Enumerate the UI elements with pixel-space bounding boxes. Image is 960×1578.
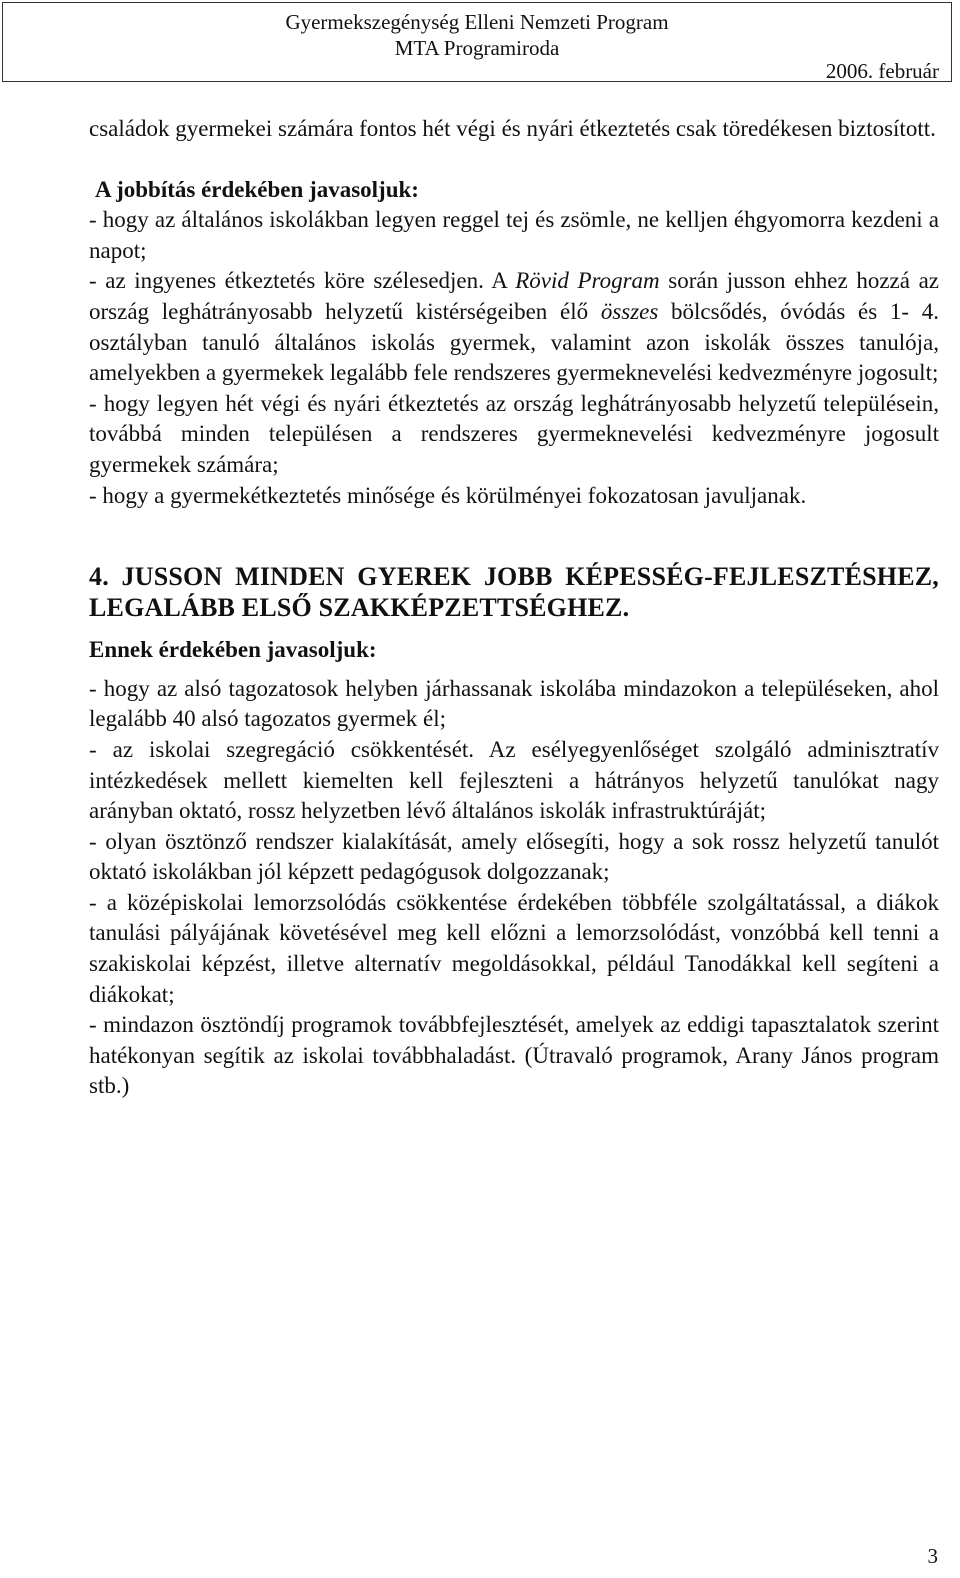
header-program-name: Gyermekszegénység Elleni Nemzeti Program: [285, 10, 669, 34]
proposal-heading-2: Ennek érdekében javasoljuk:: [89, 637, 377, 663]
header-office-name: MTA Programiroda: [394, 36, 560, 60]
proposal-item-2: [89, 266, 939, 388]
proposal-item-9: - mindazon ösztöndíj programok továbbfejlesztését, amelyek az eddigi tapasztalatok szerint hatékonyan segítik az iskolai továbbhaladást. (Útravaló programok, Arany János program stb.): [89, 1012, 939, 1099]
proposal-item-5: - hogy az alsó tagozatosok helyben járhassanak iskolába mindazokon a településeken, ahol legalább 40 alsó tagozatos gyermek él;: [89, 675, 939, 732]
item-2-part-e: bölcsődés, óvódás és 1- 4. osztályban tanuló általános iskolás gyermek, valamint azon iskolák összes tanulója, amelyekben a gyermekek legalább fele rendszeres gyermeknevelési kedvezményre jogosult;: [89, 298, 939, 386]
proposal-item-1: - hogy az általános iskolákban legyen reggel tej és zsömle, ne kelljen éhgyomorra kezdeni a napot;: [89, 207, 939, 263]
page-header: [2, 2, 952, 82]
proposal-heading-1: A jobbítás érdekében javasoljuk:: [95, 176, 419, 202]
proposal-item-4: - hogy a gyermekétkeztetés minősége és körülményei fokozatosan javuljanak.: [89, 482, 807, 508]
item-2-emphasis: összes: [600, 298, 659, 324]
item-2-program-name: Rövid Program: [515, 268, 660, 294]
proposal-item-6: - az iskolai szegregáció csökkentését. Az esélyegyenlőséget szolgáló adminisztratív intézkedések mellett kiemelten kell fejleszteni a hátrányos helyzetű tanulókat nagy arányban oktató, rossz helyzetben lévő általános iskolák infrastruktúráját;: [89, 736, 939, 824]
header-date: 2006. február: [825, 59, 939, 83]
section-title: 4. JUSSON MINDEN GYEREK JOBB KÉPESSÉG-FEJLESZTÉSHEZ, LEGALÁBB ELSŐ SZAKKÉPZETTSÉGHEZ.: [89, 562, 939, 623]
proposal-item-7: - olyan ösztönző rendszer kialakítását, amely elősegíti, hogy a sok rossz helyzetű tanulót oktató iskolákban jól képzett pedagógusok dolgozzanak;: [89, 828, 939, 885]
proposal-item-8: - a középiskolai lemorzsolódás csökkentése érdekében többféle szolgáltatással, a diákok tanulási pályájának követésével meg kell előzni a lemorzsolódást, vonzóbbá kell tenni a szakiskolai képzést, illetve alternatív megoldásokkal, például Tanodákkal kell segíteni a diákokat;: [89, 889, 939, 1007]
proposal-item-3: - hogy legyen hét végi és nyári étkeztetés az ország leghátrányosabb helyzetű településein, továbbá minden településen a rendszeres gyermeknevelési kedvezményre jogosult gyermekek számára;: [89, 390, 939, 477]
intro-paragraph: családok gyermekei számára fontos hét végi és nyári étkeztetés csak töredékesen biztosított.: [89, 116, 936, 141]
page-number: 3: [927, 1544, 938, 1568]
item-2-part-c: során jusson ehhez hozzá az ország leghátrányosabb helyzetű kistérségeiben élő: [89, 268, 939, 324]
item-2-part-a: - az ingyenes étkeztetés köre szélesedjen. A: [89, 268, 516, 294]
document-body: [89, 114, 939, 1102]
